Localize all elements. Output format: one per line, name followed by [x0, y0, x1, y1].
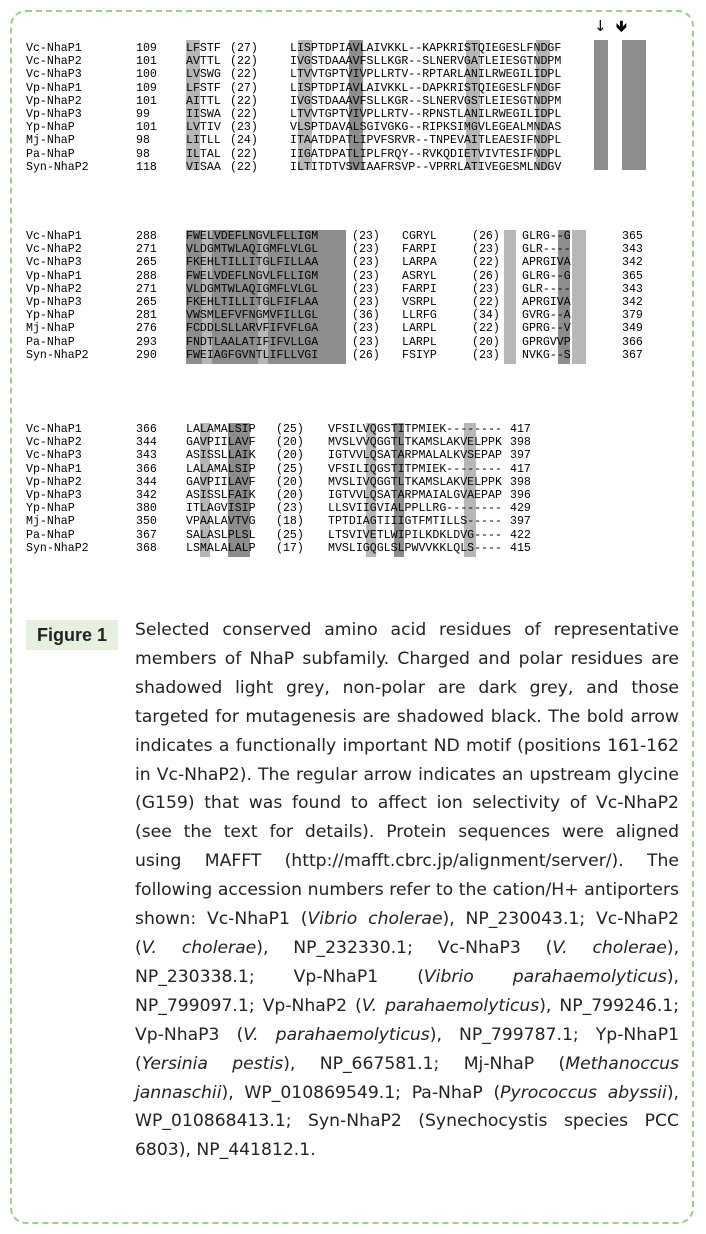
alignment-row: Vp-NhaP3 342 ASISSLFAIK (20) IGTVVLQSATARPMAIALGVAEPAP 396 [26, 488, 531, 502]
alignment-block-1 [26, 18, 678, 178]
alignment-row: Vp-NhaP2 344 GAVPIILAVF (20) MVSLIVQGGTLTKAMSLAKVELPPK 398 [26, 475, 531, 489]
alignment-block-3 [26, 423, 678, 563]
alignment-row: Vc-NhaP1 288 FWELVDEFLNGVLFLLIGM (23) CGRYL (26) GLRG--G 365 [26, 230, 643, 243]
alignment-row: Vc-NhaP2 101 AVTTL (22) IVGSTDAAAVFSLLKGR--SLNERVGATLEIESGTNDPM [26, 55, 562, 69]
alignment-row: Pa-NhaP 98 ILTAL (22) IIGATDPATLIPLFRQY--RVKQDIETVIVTESIFNDPL [26, 147, 562, 161]
alignment-row: Vp-NhaP3 99 IISWA (22) LTVVTGPTVIVPLLRTV--RPNSTLANILRWEGILIDPL [26, 107, 562, 121]
figure-caption: Selected conserved amino acid residues of representative members of NhaP subfamily. Charged and polar residues are shadowed light grey, non-polar are dark grey, and those targeted for mutagenesis are shadowed black. The bold arrow indicates a functionally important ND motif (positions 161-162 in Vc-NhaP2). The regular arrow indicates an upstream glycine (G159) that was found to affect ion selectivity of Vc-NhaP2 (see the text for details). Protein sequences were aligned using MAFFT (http://mafft.cbrc.jp/alignment/server/). The following accession numbers refer to the cation/H+ antiporters shown: Vc-NhaP1 (Vibrio cholerae), NP_230043.1; Vc-NhaP2 (V. cholerae), NP_232330.1; Vc-NhaP3 (V. cholerae), NP_230338.1; Vp-NhaP1 (Vibrio parahaemolyticus), NP_799097.1; Vp-NhaP2 (V. parahaemolyticus), NP_799246.1; Vp-NhaP3 (V. parahaemolyticus), NP_799787.1; Yp-NhaP1 (Yersinia pestis), NP_667581.1; Mj-NhaP (Methanoccus jannaschii), WP_010869549.1; Pa-NhaP (Pyrococcus abyssii), WP_010868413.1; Syn-NhaP2 (Synechocystis species PCC 6803), NP_441812.1. [135, 620, 680, 1161]
alignment-row: Vp-NhaP2 271 VLDGMTWLAQIGMFLVLGL (23) FARPI (23) GLR---- 343 [26, 282, 643, 296]
alignment-row: Mj-NhaP 276 FCDDLSLLARVFIFVFLGA (23) LARPL (22) GPRG--V 349 [26, 322, 643, 336]
down-arrow-icon: ↓ [594, 17, 607, 35]
alignment-row: Syn-NhaP2 118 VISAA (22) ILTITDTVSVIAAFRSVP--VPRRLATIVEGESMLNDGV [26, 160, 562, 174]
alignment-row: Vp-NhaP1 109 LFSTF (27) LISPTDPIAVLAIVKKL--DAPKRISTQIEGESLFNDGF [26, 81, 562, 95]
alignment-row: Vc-NhaP2 344 GAVPIILAVF (20) MVSLVVQGGTLTKAMSLAKVELPPK 398 [26, 436, 531, 450]
alignment-row: Vc-NhaP1 109 LFSTF (27) LISPTDPIAVLAIVKKL--KAPKRISTQIEGESLFNDGF [26, 42, 562, 55]
alignment-row: Syn-NhaP2 290 FWEIAGFGVNTLIFLLVGI (26) FSIYP (23) NVKG--S 367 [26, 348, 643, 362]
alignment-row: Yp-NhaP 380 ITLAGVISIP (23) LLSVIIGVIALPPLLRG-------- 429 [26, 502, 531, 516]
alignment-row: Vp-NhaP1 288 FWELVDEFLNGVLFLLIGM (23) ASRYL (26) GLRG--G 365 [26, 269, 643, 283]
alignment-row: Vp-NhaP3 265 FKEHLTILLITGLFIFLAA (23) VSRPL (22) APRGIVA 342 [26, 295, 643, 309]
alignment-row: Vc-NhaP3 265 FKEHLTILLITGLFILLAA (23) LARPA (22) APRGIVA 342 [26, 256, 643, 270]
alignment-row: Mj-NhaP 350 VPAALAVTVG (18) TPTDIAGTIIIGTFMTILLS----- 397 [26, 515, 531, 529]
figure-label: Figure 1 [26, 620, 118, 650]
alignment-row: Vc-NhaP1 366 LALAMALSIP (25) VFSILVQGSTITPMIEK-------- 417 [26, 423, 531, 436]
alignment-row: Vc-NhaP3 343 ASISSLLAIK (20) IGTVVLQSATARPMALALKVSEPAP 397 [26, 449, 531, 463]
alignment-row: Vp-NhaP1 366 LALAMALSIP (25) VFSILIQGSTITPMIEK-------- 417 [26, 462, 531, 476]
alignment-row: Pa-NhaP 293 FNDTLAALATIFIFVLLGA (23) LARPL (20) GPRGVVP 366 [26, 335, 643, 349]
alignment-row: Yp-NhaP 281 VWSMLEFVFNGMVFILLGL (36) LLRFG (34) GVRG--A 379 [26, 309, 643, 323]
alignment-row: Pa-NhaP 367 SALASLPLSL (25) LTSVIVETLWIPILKDKLDVG---- 422 [26, 528, 531, 542]
alignment-block-2 [26, 230, 678, 370]
alignment-row: Vp-NhaP2 101 AITTL (22) IVGSTDAAAVFSLLKGR--SLNERVGSTLEIESGTNDPM [26, 94, 562, 108]
alignment-row: Vc-NhaP3 100 LVSWG (22) LTVVTGPTVIVPLLRTV--RPTARLANILRWEGILIDPL [26, 68, 562, 82]
bold-down-arrow-icon: 🡻 [616, 17, 627, 35]
alignment-row: Mj-NhaP 98 LITLL (24) ITAATDPATLIPVFSRVR--TNPEVAITLEAESIFNDPL [26, 134, 562, 148]
alignment-row: Yp-NhaP 101 LVTIV (23) VLSPTDAVALSGIVGKG--RIPKSIMGVLEGEALMNDAS [26, 121, 562, 135]
alignment-row: Syn-NhaP2 368 LSMALALALP (17) MVSLIGQGLSLPWVVKKLQLS---- 415 [26, 541, 531, 555]
alignment-row: Vc-NhaP2 271 VLDGMTWLAQIGMFLVLGL (23) FARPI (23) GLR---- 343 [26, 243, 643, 257]
